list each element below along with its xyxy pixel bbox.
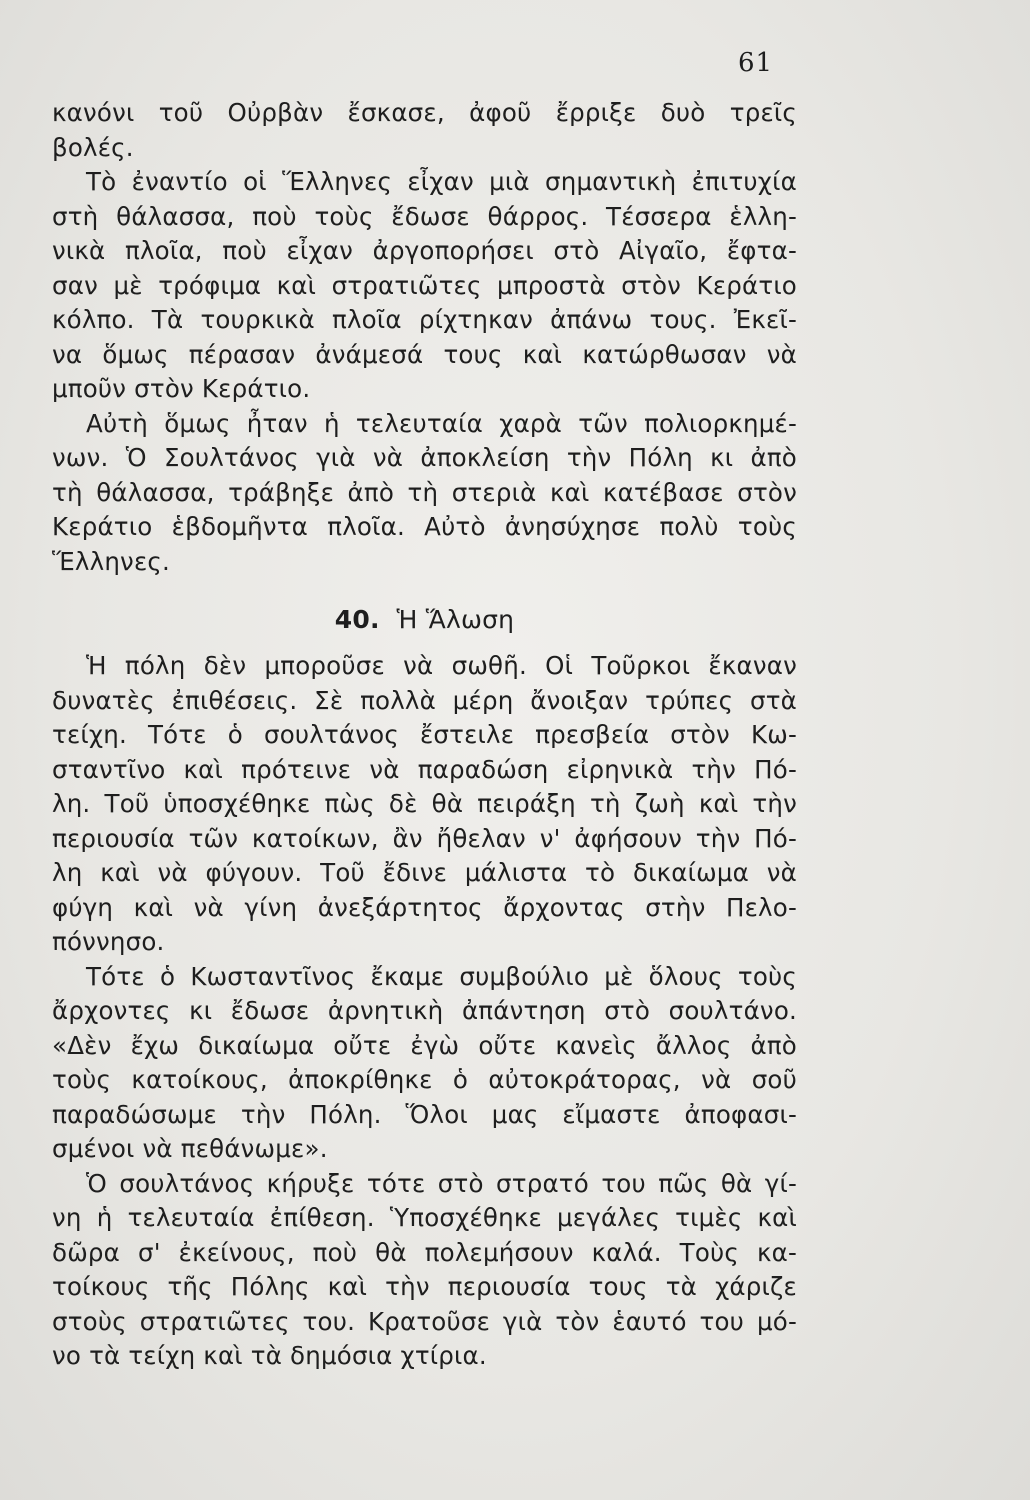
text-line: τὴ θάλασσα, τράβηξε ἀπὸ τὴ στεριὰ καὶ κατέβασε στὸν [52,477,797,507]
text-line: Τὸ ἐναντίο οἱ Ἕλληνες εἶχαν μιὰ σημαντικὴ ἐπιτυχία [86,167,797,196]
text-line: τοὺς κατοίκους, ἀποκρίθηκε ὁ αὐτοκράτορας, νὰ σοῦ [52,1065,797,1094]
text-line: σαν μὲ τρόφιμα καὶ στρατιῶτες μπροστὰ στὸν Κεράτιο [52,270,797,300]
text-line: Αὐτὴ ὅμως ἦταν ἡ τελευταία χαρὰ τῶν πολιορκημέ- [86,408,797,438]
text-line: δῶρα σ' ἐκείνους, ποὺ θὰ πολεμήσουν καλά. Τοὺς κα- [52,1237,797,1267]
text-line: στὴ θάλασσα, ποὺ τοὺς ἔδωσε θάρρος. Τέσσερα ἑλλη- [52,201,797,231]
text-line: δυνατὲς ἐπιθέσεις. Σὲ πολλὰ μέρη ἄνοιξαν τρύπες στὰ [52,685,797,715]
text-line: νικὰ πλοῖα, ποὺ εἶχαν ἀργοπορήσει στὸ Αἰγαῖο, ἔφτα- [52,236,797,265]
text-line: σμένοι νὰ πεθάνωμε». [52,1134,328,1163]
text-line: σταντῖνο καὶ πρότεινε νὰ παραδώση εἰρηνικὰ τὴν Πό- [52,754,797,784]
text-line: κόλπο. Τὰ τουρκικὰ πλοῖα ρίχτηκαν ἀπάνω τους. Ἐκεῖ- [52,305,797,334]
section-heading [52,579,797,649]
text-line: φύγη καὶ νὰ γίνη ἀνεξάρτητος ἄρχοντας στὴν Πελο- [52,892,797,922]
text-line: ἄρχοντες κι ἔδωσε ἀρνητικὴ ἀπάντηση στὸ σουλτάνο. [52,996,797,1025]
text-line: λη καὶ νὰ φύγουν. Τοῦ ἔδινε μάλιστα τὸ δικαίωμα νὰ [52,858,797,887]
text-line: κανόνι τοῦ Οὐρβὰν ἔσκασε, ἀφοῦ ἔρριξε δυὸ τρεῖς [52,98,797,127]
text-line: νη ἡ τελευταία ἐπίθεση. Ὑποσχέθηκε μεγάλες τιμὲς καὶ [52,1203,797,1232]
text-line: Ἕλληνες. [52,546,170,576]
text-line: πόννησο. [52,927,165,956]
text-line: Κεράτιο ἑβδομῆντα πλοῖα. Αὐτὸ ἀνησύχησε πολὺ τοὺς [52,512,797,541]
paragraph-3 [52,407,797,580]
text-line: στοὺς στρατιῶτες του. Κρατοῦσε γιὰ τὸν ἑαυτό του μό- [52,1306,797,1336]
paragraph-6 [52,1167,797,1374]
text-line: λη. Τοῦ ὑποσχέθηκε πὼς δὲ θὰ πειράξη τὴ ζωὴ καὶ τὴν [52,789,797,818]
text-line: βολές. [52,132,134,162]
text-line: Ὁ σουλτάνος κήρυξε τότε στὸ στρατό του πῶς θὰ γί- [86,1168,797,1198]
text-line: μποῦν στὸν Κεράτιο. [52,374,311,403]
text-line: Τότε ὁ Κωσταντῖνος ἔκαμε συμβούλιο μὲ ὅλους τοὺς [86,961,797,991]
paragraph-4 [52,649,797,960]
body-text [52,96,797,1374]
text-line: να ὅμως πέρασαν ἀνάμεσά τους καὶ κατώρθωσαν νὰ [52,339,797,369]
section-title: Ἡ Ἅλωση [396,605,515,634]
text-line: Ἡ πόλη δὲν μποροῦσε νὰ σωθῆ. Οἱ Τοῦρκοι ἔκαναν [86,651,797,680]
text-line: τοίκους τῆς Πόλης καὶ τὴν περιουσία τους τὰ χάριζε [52,1272,797,1301]
text-line: τείχη. Τότε ὁ σουλτάνος ἔστειλε πρεσβεία στὸν Κω- [52,720,797,749]
text-line: περιουσία τῶν κατοίκων, ἂν ἤθελαν ν' ἀφήσουν τὴν Πό- [52,823,797,853]
paragraph-1 [52,96,797,165]
page-number: 61 [738,48,774,78]
text-line: νο τὰ τείχη καὶ τὰ δημόσια χτίρια. [52,1341,487,1370]
text-line: νων. Ὁ Σουλτάνος γιὰ νὰ ἀποκλείση τὴν Πόλη κι ἀπὸ [52,443,797,472]
section-number: 40. [334,605,380,634]
paragraph-5 [52,960,797,1167]
paragraph-2 [52,165,797,407]
text-line: «Δὲν ἔχω δικαίωμα οὔτε ἐγὼ οὔτε κανεὶς ἄλλος ἀπὸ [52,1030,797,1060]
text-line: παραδώσωμε τὴν Πόλη. Ὅλοι μας εἴμαστε ἀποφασι- [52,1099,797,1129]
